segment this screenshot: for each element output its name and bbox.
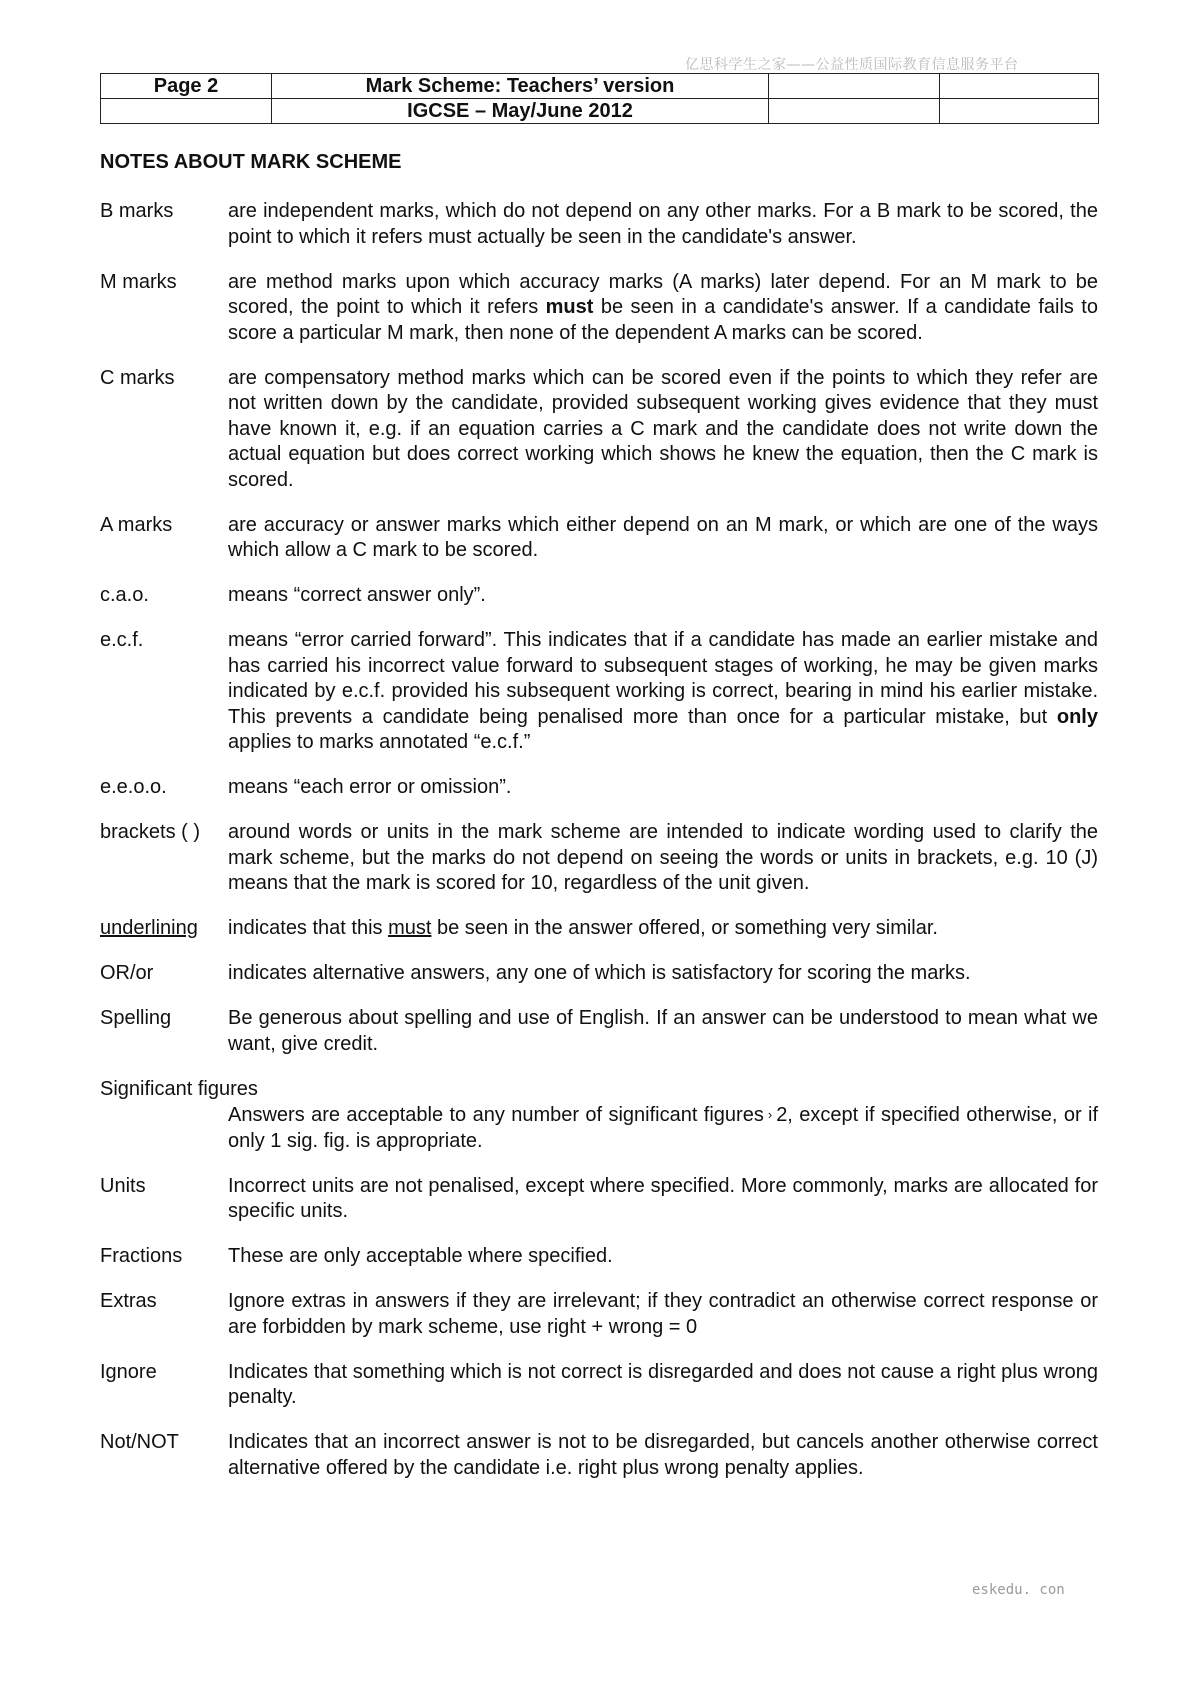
note-term: C marks (100, 366, 175, 389)
note-description: Indicates that something which is not correct is disregarded and does not cause a right plus wrong penalty. (228, 1360, 1098, 1408)
note-a-marks (100, 513, 1098, 564)
note-description: means “error carried forward”. This indicates that if a candidate has made an earlier mistake and has carried his incorrect value forward to subsequent stages of working, he may be given marks indicated by e.c.f. provided his subsequent working is correct, bearing in mind his earlier mistake. This prevents a candidate being penalised more than once for a particular mistake, but only applies to marks annotated “e.c.f.” (228, 629, 1098, 753)
note-description: Ignore extras in answers if they are irrelevant; if they contradict an otherwise correct response or are forbidden by mark scheme, use right + wrong = 0 (228, 1290, 1098, 1338)
note-description: indicates alternative answers, any one of which is satisfactory for scoring the marks. (228, 962, 971, 984)
note-eeoo (100, 775, 1098, 801)
note-term: e.e.o.o. (100, 776, 167, 798)
page-header-table (100, 73, 1099, 124)
note-description: Indicates that an incorrect answer is not to be disregarded, but cancels another otherwise correct alternative offered by the candidate i.e. right plus wrong penalty applies. (228, 1431, 1098, 1479)
note-term: Ignore (100, 1360, 157, 1383)
watermark-top: 亿思科学生之家——公益性质国际教育信息服务平台 (685, 57, 1019, 73)
greater-than-symbol: › (767, 1107, 773, 1122)
note-term: c.a.o. (100, 584, 149, 606)
note-b-marks (100, 199, 1098, 250)
document-subtitle: IGCSE – May/June 2012 (272, 99, 769, 124)
note-extras (100, 1289, 1098, 1340)
note-ecf (100, 628, 1098, 756)
note-term: Extras (100, 1290, 157, 1312)
note-term: Significant figures (100, 1077, 258, 1100)
note-description: Be generous about spelling and use of English. If an answer can be understood to mean what we want, give credit. (228, 1007, 1098, 1055)
note-description: Answers are acceptable to any number of significant figures › 2, except if specified otherwise, or if only 1 sig. fig. is appropriate. (228, 1104, 1098, 1152)
note-term: brackets ( ) (100, 821, 201, 843)
note-cao (100, 583, 1098, 609)
note-description: around words or units in the mark scheme are intended to indicate wording used to clarify the mark scheme, but the marks do not depend on seeing the words or units in brackets, e.g. 10 (J) means that the mark is scored for 10, regardless of the unit given. (228, 821, 1098, 894)
note-term: underlining (100, 917, 198, 939)
header-empty-cell (940, 99, 1099, 124)
note-description: means “correct answer only”. (228, 584, 486, 606)
note-term: Units (100, 1174, 146, 1197)
notes-list (100, 199, 1098, 1501)
note-ignore (100, 1360, 1098, 1411)
note-description: are independent marks, which do not depend on any other marks. For a B mark to be scored, the point to which it refers must actually be seen in the candidate's answer. (228, 200, 1098, 248)
note-description: means “each error or omission”. (228, 776, 512, 798)
header-empty-cell (101, 99, 272, 124)
note-term: Spelling (100, 1007, 172, 1029)
emphasis-bold: must (545, 296, 594, 318)
note-term: Not/NOT (100, 1431, 179, 1453)
note-m-marks (100, 270, 1098, 347)
watermark-bottom: eskedu. con (972, 1582, 1065, 1598)
note-term: A marks (100, 513, 173, 536)
note-units (100, 1174, 1098, 1225)
note-term: e.c.f. (100, 629, 144, 651)
note-fractions (100, 1244, 1098, 1270)
note-description: are accuracy or answer marks which either depend on an M mark, or which are one of the ways which allow a C mark to be scored. (228, 513, 1098, 561)
note-description: These are only acceptable where specified. (228, 1245, 613, 1267)
paper-cell (940, 74, 1099, 99)
note-c-marks (100, 366, 1098, 494)
syllabus-cell (769, 74, 940, 99)
page-number: Page 2 (101, 74, 272, 99)
note-description: are method marks upon which accuracy marks (A marks) later depend. For an M mark to be scored, the point to which it refers must be seen in a candidate's answer. If a candidate fails to score a particular M mark, then none of the dependent A marks can be scored. (228, 270, 1098, 344)
note-term: Fractions (100, 1245, 183, 1267)
note-underlining (100, 916, 1098, 942)
document-title: Mark Scheme: Teachers’ version (272, 74, 769, 99)
note-significant-figures (100, 1077, 1098, 1155)
note-term: M marks (100, 270, 177, 293)
note-not (100, 1430, 1098, 1481)
emphasis-underline: must (388, 917, 432, 939)
note-spelling (100, 1006, 1098, 1057)
header-empty-cell (769, 99, 940, 124)
note-brackets (100, 820, 1098, 897)
note-description: Incorrect units are not penalised, except where specified. More commonly, marks are allocated for specific units. (228, 1174, 1098, 1222)
note-term: OR/or (100, 962, 154, 984)
note-description: are compensatory method marks which can be scored even if the points to which they refer are not written down by the candidate, provided subsequent working gives evidence that they must have known it, e.g. if an equation carries a C mark and the candidate does not write down the actual equation but does correct working which shows he knew the equation, then the C mark is scored. (228, 366, 1098, 491)
note-term: B marks (100, 200, 174, 222)
emphasis-bold: only (1056, 705, 1098, 728)
section-heading: NOTES ABOUT MARK SCHEME (100, 151, 402, 173)
note-or (100, 961, 1098, 987)
note-description: indicates that this must be seen in the answer offered, or something very similar. (228, 917, 938, 939)
